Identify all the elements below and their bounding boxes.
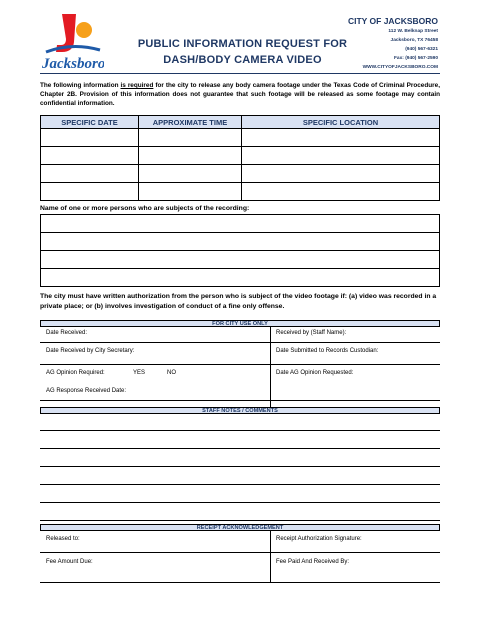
logo-graphic [40, 12, 104, 74]
table-row [41, 129, 440, 147]
table-row [41, 183, 440, 201]
released-to-label: Released to: [46, 536, 80, 542]
date-cell[interactable] [41, 147, 139, 165]
row-divider [40, 582, 440, 583]
table-row [41, 165, 440, 183]
fee-paid-label: Fee Paid And Received By: [276, 559, 350, 565]
logo-text: Jacksboro [42, 56, 104, 72]
subject-cell[interactable] [41, 251, 440, 269]
incident-table-header [41, 116, 440, 129]
time-cell[interactable] [139, 129, 242, 147]
ag-opinion-required-label: AG Opinion Required: [46, 370, 105, 376]
city-name: CITY OF JACKSBORO [347, 16, 438, 26]
subject-cell[interactable] [41, 233, 440, 251]
row-divider [40, 342, 440, 343]
fee-due-label: Fee Amount Due: [46, 559, 93, 565]
city-fax: Fax: (940) 567-2590 [394, 56, 438, 61]
date-received-secretary-label: Date Received by City Secretary: [46, 348, 135, 354]
date-submitted-label: Date Submitted to Records Custodian: [276, 348, 379, 354]
intro-text-end: for the city to release any body camera footage under the Texas Code of Criminal Procedure, Chapter 2B. Provision of this information does not guarantee that such footage will be released as some footage may contain confidential information. [40, 82, 440, 107]
notes-line[interactable] [40, 502, 440, 503]
notes-line[interactable] [40, 448, 440, 449]
authorization-notice: The city must have written authorization from the person who is subject of the video footage if: (a) video was recorded in a private place; or (b) involves investigation of conduct of a fine only offense. [40, 293, 437, 310]
time-cell[interactable] [139, 183, 242, 201]
header-divider [40, 73, 440, 74]
date-cell[interactable] [41, 129, 139, 147]
location-cell[interactable] [242, 129, 440, 147]
intro-text-start: The following information [40, 82, 121, 89]
date-ag-requested-label: Date AG Opinion Requested: [276, 370, 354, 376]
city-address-2: Jacksboro, TX 76458 [390, 38, 438, 43]
city-contact [328, 16, 438, 72]
col-approximate-time: APPROXIMATE TIME [139, 116, 242, 129]
time-cell[interactable] [139, 165, 242, 183]
city-use-divider [270, 327, 271, 407]
incident-table [40, 115, 440, 201]
title-line-2: DASH/BODY CAMERA VIDEO [163, 54, 322, 66]
subjects-label: Name of one or more persons who are subjects of the recording: [40, 205, 250, 212]
ag-yes-option[interactable]: YES [133, 370, 146, 376]
city-website: WWW.CITYOFJACKSBORO.COM [362, 65, 438, 70]
subject-cell[interactable] [41, 269, 440, 287]
notes-line[interactable] [40, 520, 440, 521]
location-cell[interactable] [242, 147, 440, 165]
location-cell[interactable] [242, 165, 440, 183]
notes-line[interactable] [40, 484, 440, 485]
city-phone: (940) 567-6321 [405, 47, 438, 52]
receipt-header: RECEIPT ACKNOWLEDGEMENT [40, 524, 440, 531]
col-specific-location: SPECIFIC LOCATION [242, 116, 440, 129]
received-by-label: Received by (Staff Name): [276, 330, 347, 336]
table-row [41, 233, 440, 251]
intro-underlined: is required [120, 82, 154, 89]
subject-cell[interactable] [41, 215, 440, 233]
date-cell[interactable] [41, 165, 139, 183]
title-line-1: PUBLIC INFORMATION REQUEST FOR [137, 38, 348, 50]
ag-response-label: AG Response Received Date: [46, 388, 127, 394]
receipt-signature-label: Receipt Authorization Signature: [276, 536, 362, 542]
row-divider [40, 400, 440, 401]
receipt-divider [270, 531, 271, 583]
col-specific-date: SPECIFIC DATE [41, 116, 139, 129]
row-divider [40, 364, 440, 365]
ag-no-option[interactable]: NO [167, 370, 176, 376]
date-cell[interactable] [41, 183, 139, 201]
table-row [41, 269, 440, 287]
date-received-label: Date Received: [46, 330, 88, 336]
row-divider [40, 552, 440, 553]
location-cell[interactable] [242, 183, 440, 201]
city-logo [40, 12, 104, 74]
subjects-table [40, 214, 440, 287]
table-row [41, 251, 440, 269]
time-cell[interactable] [139, 147, 242, 165]
table-row [41, 147, 440, 165]
intro-paragraph [40, 82, 440, 108]
notes-line[interactable] [40, 466, 440, 467]
staff-notes-header: STAFF NOTES / COMMENTS [40, 407, 440, 414]
notes-line[interactable] [40, 430, 440, 431]
table-row [41, 215, 440, 233]
city-address-1: 112 W. Belknap Street [388, 29, 438, 34]
city-use-header: FOR CITY USE ONLY [40, 320, 440, 327]
